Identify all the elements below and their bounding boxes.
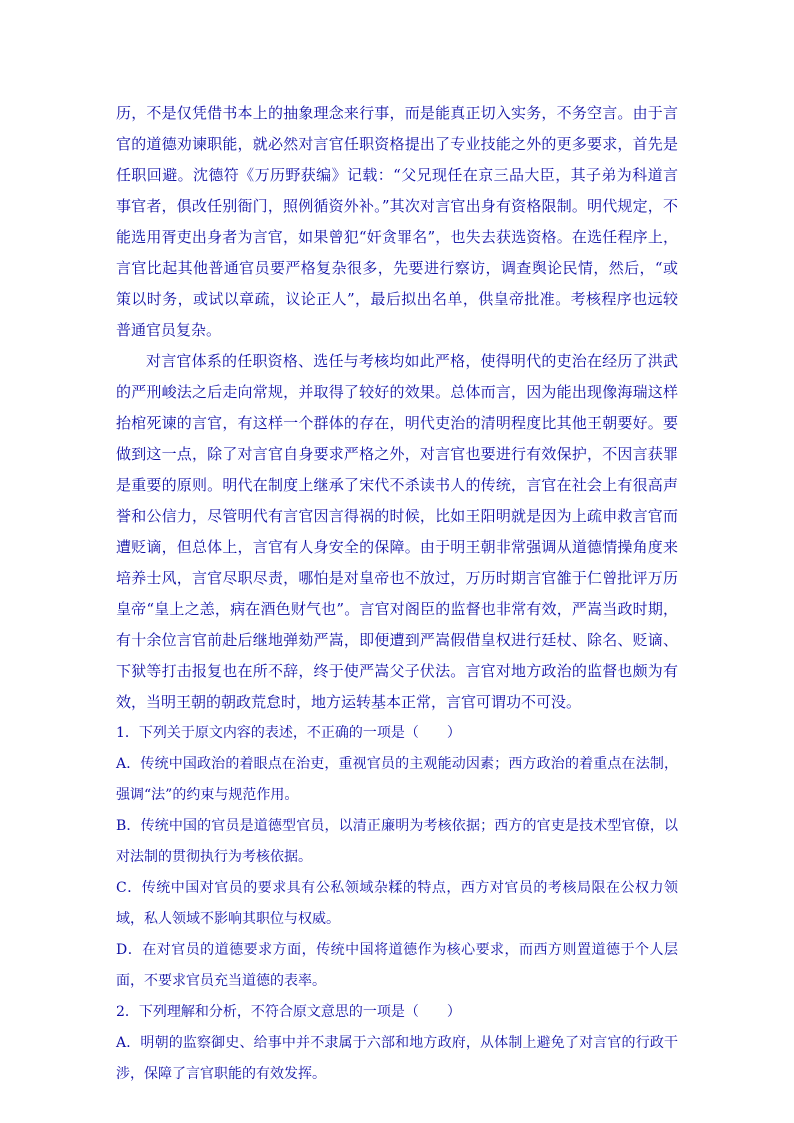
article-paragraph-2: 对言官体系的任职资格、选任与考核均如此严格，使得明代的吏治在经历了洪武的严刑峻法之后走向常规，并取得了较好的效果。总体而言，因为能出现像海瑞这样抬棺死谏的言官，有这样一个群体的存在，明代吏治的清明程度比其他王朝要好。要做到这一点，除了对言官自身要求严格之外，对言官也要进行有效保护，不因言获罪是重要的原则。明代在制度上继承了宋代不杀读书人的传统，言官在社会上有很高声誉和公信力，尽管明代有言官因言得祸的时候，比如王阳明就是因为上疏申救言官而遭贬谪，但总体上，言官有人身安全的保障。由于明王朝非常强调从道德情操角度来培养士风，言官尽职尽责，哪怕是对皇帝也不放过，万历时期言官雒于仁曾批评万历皇帝“皇上之恙，病在酒色财气也”。言官对阁臣的监督也非常有效，严嵩当政时期，有十余位言官前赴后继地弹劾严嵩，即便遭到严嵩假借皇权进行廷杖、除名、贬谪、下狱等打击报复也在所不辞，终于使严嵩父子伏法。言官对地方政治的监督也颇为有效，当明王朝的朝政荒怠时，地方运转基本正常，言官可谓功不可没。 xyxy=(116,352,678,711)
question-1-option-d: D．在对官员的道德要求方面，传统中国将道德作为核心要求，而西方则置道德于个人层面，不要求官员充当道德的表率。 xyxy=(116,942,678,989)
question-1-option-c: C．传统中国对官员的要求具有公私领域杂糅的特点，西方对官员的考核局限在公权力领域，私人领域不影响其职位与权威。 xyxy=(116,880,678,927)
document-body xyxy=(116,98,678,1090)
question-1 xyxy=(116,718,678,997)
article-paragraph-1: 历，不是仅凭借书本上的抽象理念来行事，而是能真正切入实务，不务空言。由于言官的道德劝谏职能，就必然对言官任职资格提出了专业技能之外的更多要求，首先是任职回避。沈德符《万历野获编》记载：“父兄现任在京三品大臣，其子弟为科道言事官者，俱改任别衙门，照例循资外补。”其次对言官出身有资格限制。明代规定，不能选用胥吏出身者为言官，如果曾犯“奸贪罪名”，也失去获选资格。在选任程序上，言官比起其他普通官员要严格复杂很多，先要进行察访，调查舆论民情，然后，“或策以时务，或试以章疏，议论正人”，最后拟出名单，供皇帝批准。考核程序也远较普通官员复杂。 xyxy=(116,104,678,339)
question-1-option-b: B．传统中国的官员是道德型官员，以清正廉明为考核依据；西方的官吏是技术型官僚，以对法制的贯彻执行为考核依据。 xyxy=(116,818,678,865)
question-1-option-a: A．传统中国政治的着眼点在治吏，重视官员的主观能动因素；西方政治的着重点在法制，强调“法”的约束与规范作用。 xyxy=(116,756,678,803)
question-2 xyxy=(116,997,678,1090)
question-1-stem: 1．下列关于原文内容的表述，不正确的一项是（ ） xyxy=(116,725,461,741)
question-2-option-a: A．明朝的监察御史、给事中并不隶属于六部和地方政府，从体制上避免了对言官的行政干涉，保障了言官职能的有效发挥。 xyxy=(116,1035,678,1082)
question-2-stem: 2．下列理解和分析，不符合原文意思的一项是（ ） xyxy=(116,1004,461,1020)
